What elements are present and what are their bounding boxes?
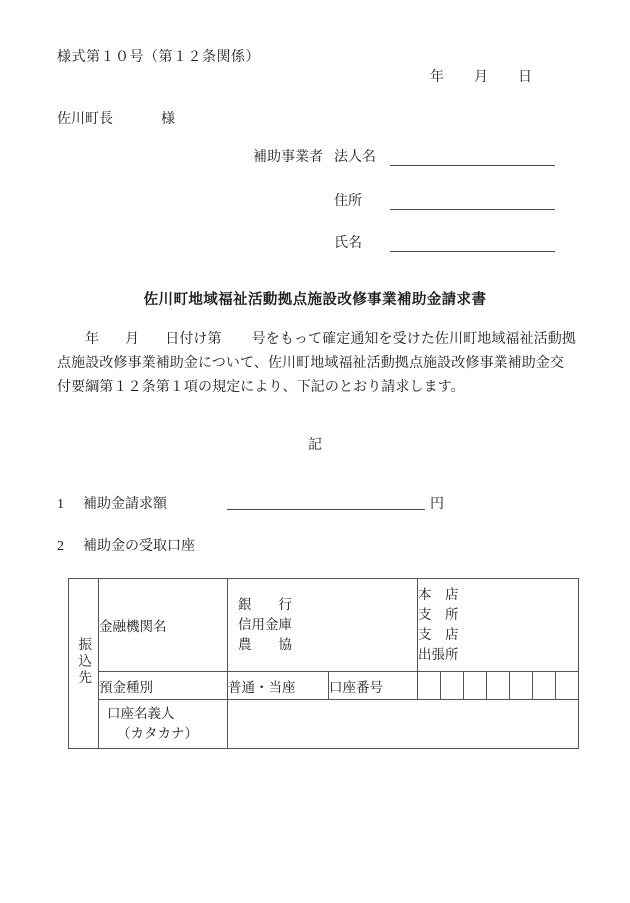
- applicant-corporate-name-input[interactable]: [390, 150, 555, 166]
- table-row-holder: [69, 700, 579, 749]
- item-1-label: 補助金請求額: [83, 497, 167, 512]
- applicant-name-input[interactable]: [390, 236, 555, 252]
- date-year-label: 年: [430, 70, 444, 85]
- applicant-address-input[interactable]: [390, 194, 555, 210]
- applicant-corporate-name-label: 法人名: [334, 150, 376, 165]
- yen-unit-label: 円: [430, 497, 444, 512]
- institution-name-value[interactable]: [228, 579, 418, 672]
- ki-marker: 記: [308, 438, 322, 453]
- deposit-type-options[interactable]: 普通・当座: [228, 672, 329, 700]
- account-digit-box[interactable]: [464, 672, 487, 700]
- claim-amount-input[interactable]: [227, 493, 425, 510]
- applicant-name-label: 氏名: [334, 236, 362, 251]
- account-holder-label-line1: 口座名義人: [107, 706, 175, 721]
- body-line1-rest: 号をもって確定通知を受けた佐川町地域福祉活動: [251, 332, 562, 347]
- account-digit-box[interactable]: [533, 672, 556, 700]
- transfer-destination-header: [69, 579, 99, 749]
- account-digit-box[interactable]: [556, 672, 579, 700]
- addressee-name: 佐川町長: [57, 112, 113, 127]
- branch-type-options: [418, 579, 578, 671]
- transfer-destination-label: 振込先: [76, 636, 92, 687]
- item-1: [57, 493, 167, 513]
- account-digit-box[interactable]: [510, 672, 533, 700]
- item-2: [57, 535, 195, 555]
- table-row-institution: [69, 579, 579, 672]
- applicant-section-label: 補助事業者: [253, 150, 323, 165]
- institution-type-shinkin: 信用金庫: [238, 617, 292, 632]
- body-day-label: 日付け第: [165, 332, 222, 347]
- branch-type-shiten: 支 店: [418, 627, 459, 642]
- addressee-honorific: 様: [161, 112, 175, 127]
- applicant-name-row: [334, 232, 555, 252]
- branch-type-value[interactable]: [418, 579, 579, 672]
- addressee: [57, 108, 175, 128]
- applicant-address-row: [334, 190, 555, 210]
- account-digit-box[interactable]: [418, 672, 441, 700]
- body-month-label: 月: [125, 332, 140, 347]
- account-number-label: 口座番号: [329, 672, 418, 700]
- date-line: [430, 66, 532, 86]
- branch-type-honten: 本 店: [418, 587, 459, 602]
- institution-type-nokyo: 農 協: [238, 637, 292, 652]
- bank-account-table: [68, 578, 579, 749]
- date-day-label: 日: [518, 70, 532, 85]
- institution-name-label: 金融機関名: [99, 579, 228, 672]
- account-holder-label: [99, 700, 228, 749]
- body-line2: 拠点施設改修事業補助金について、佐川町地域福祉活動拠点施設改修事業補助金: [57, 332, 576, 371]
- body-line3: 交付要綱第１２条第１項の規定により、下記のとおり請求します。: [57, 356, 565, 395]
- item-2-index: 2: [57, 539, 64, 554]
- body-year-label: 年: [85, 332, 100, 347]
- applicant-corporate-name-row: [334, 146, 555, 166]
- form-number: 様式第１０号（第１２条関係）: [57, 50, 260, 65]
- account-digit-box[interactable]: [487, 672, 510, 700]
- table-row-deposit: [69, 672, 579, 700]
- applicant-address-label: 住所: [334, 194, 362, 209]
- institution-type-options: [228, 589, 417, 661]
- branch-type-shucchoujo: 出張所: [418, 647, 459, 662]
- deposit-type-label: 預金種別: [99, 672, 228, 700]
- date-month-label: 月: [474, 70, 488, 85]
- account-holder-label-line2: （カタカナ）: [117, 726, 198, 741]
- institution-type-bank: 銀 行: [238, 597, 292, 612]
- item-1-index: 1: [57, 497, 64, 512]
- account-holder-value[interactable]: [228, 700, 579, 749]
- item-2-label: 補助金の受取口座: [83, 539, 195, 554]
- body-paragraph: [57, 328, 577, 400]
- document-title: 佐川町地域福祉活動拠点施設改修事業補助金請求書: [143, 292, 487, 308]
- branch-type-shisho: 支 所: [418, 607, 459, 622]
- account-digit-box[interactable]: [441, 672, 464, 700]
